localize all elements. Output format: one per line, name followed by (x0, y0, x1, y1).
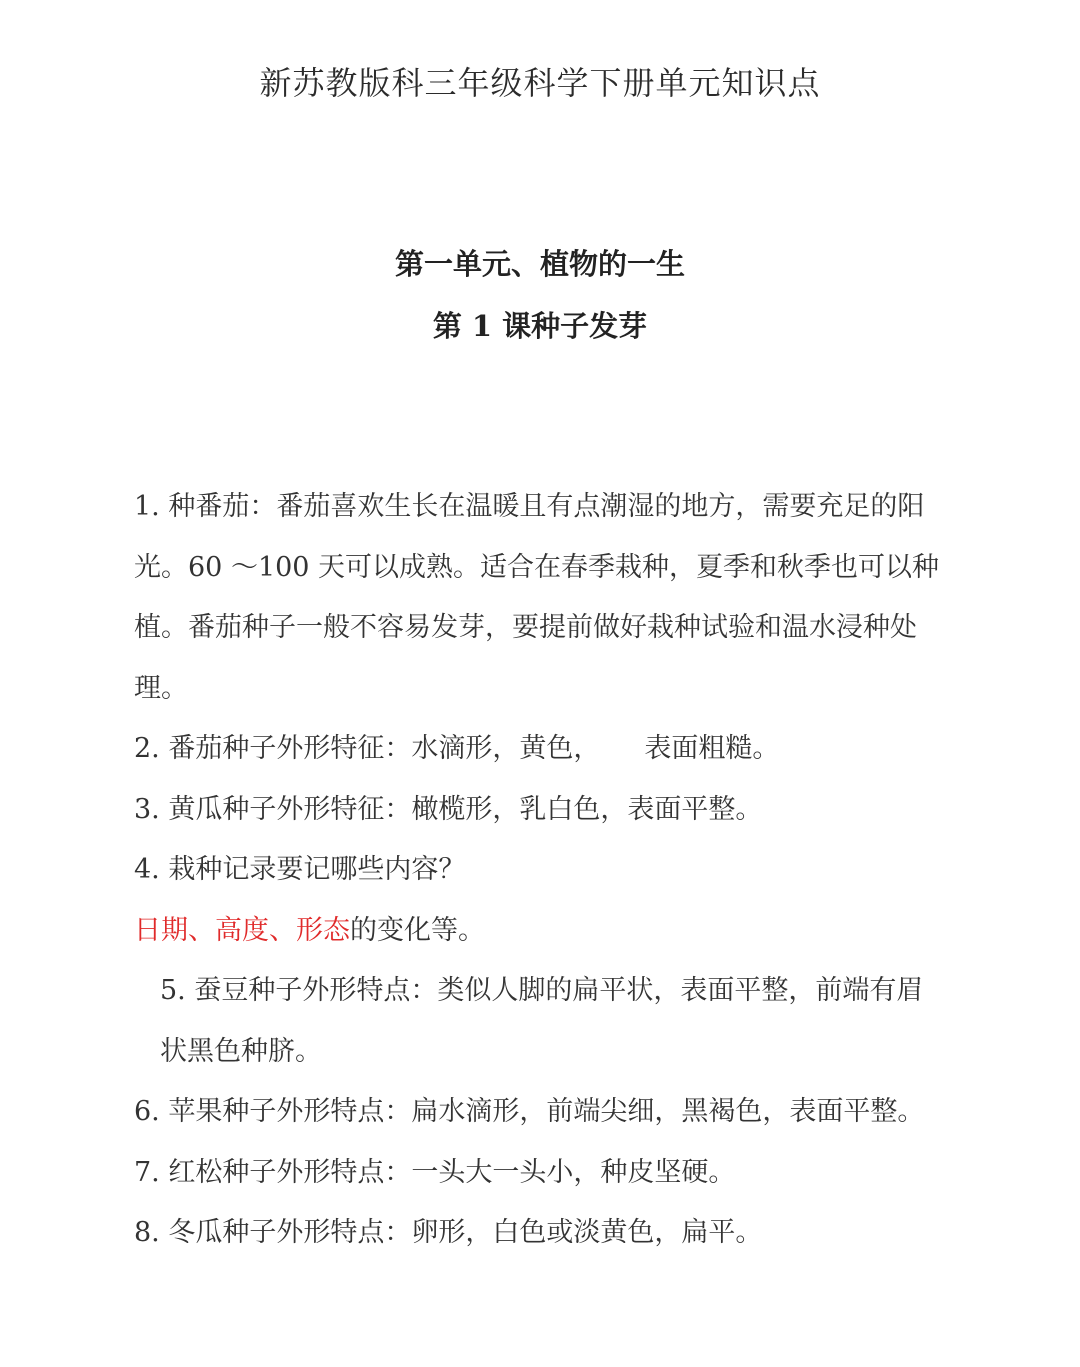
list-item-1: 1. 种番茄：番茄喜欢生长在温暖且有点潮湿的地方，需要充足的阳光。60 ～100 天可以成熟。适合在春季栽种，夏季和秋季也可以种植。番茄种子一般不容易发芽，要提前做好栽种试验和温水浸种处理。 (134, 491, 940, 704)
highlighted-answer: 日期、高度、形态 (134, 914, 350, 946)
list-item-3: 3. 黄瓜种子外形特征：橄榄形，乳白色，表面平整。 (134, 793, 763, 825)
knowledge-list (134, 477, 950, 1264)
list-item-2 (134, 719, 950, 780)
list-item-5: 5. 蚕豆种子外形特点：类似人脚的扁平状，表面平整，前端有眉状黑色种脐。 (160, 975, 924, 1067)
list-item-8: 8. 冬瓜种子外形特点：卵形，白色或淡黄色，扁平。 (134, 1217, 763, 1248)
answer-rest: 的变化等。 (350, 914, 485, 946)
list-item-2-text: 2. 番茄种子外形特征：水滴形，黄色， (134, 733, 601, 764)
list-item-7: 7. 红松种子外形特点：一头大一头小，种皮坚硬。 (134, 1156, 736, 1188)
list-item-6: 6. 苹果种子外形特点：扁水滴形，前端尖细，黑褐色，表面平整。 (134, 1096, 925, 1127)
document-title: 新苏教版科三年级科学下册单元知识点 (259, 64, 821, 102)
list-item-4: 4. 栽种记录要记哪些内容？ (134, 854, 466, 885)
list-item-2-text-end: 表面粗糙。 (644, 733, 780, 764)
lesson-title: 第 1 课种子发芽 (432, 309, 648, 343)
unit-title: 第一单元、植物的一生 (394, 247, 685, 281)
list-item-4-answer (134, 901, 950, 962)
